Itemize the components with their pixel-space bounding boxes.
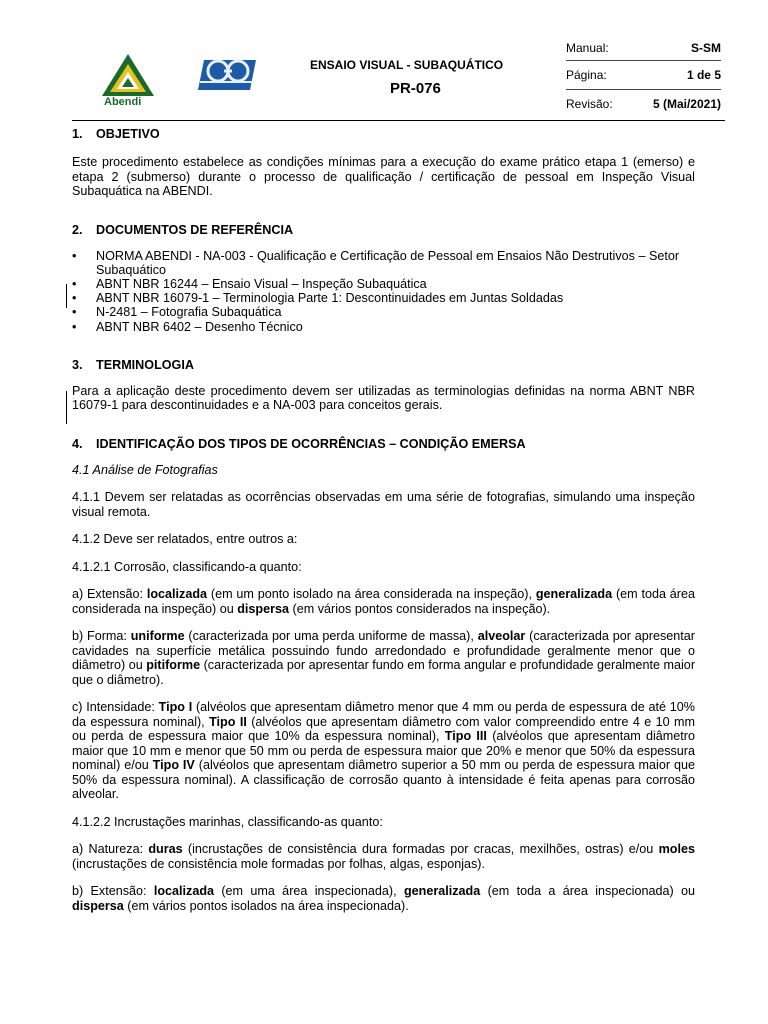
section-title: OBJETIVO: [96, 127, 160, 141]
incrustation-nature-item: a) Natureza: duras (incrustações de consistência dura formadas por cracas, mexilhões, ostras) e/ou moles (incrustações de consistência mole formadas por folhas, algas, esponjas).: [72, 842, 695, 871]
header-bottom-rule: [72, 120, 725, 121]
document-body: [72, 127, 695, 913]
paragraph-4-1-2-1: 4.1.2.1 Corrosão, classificando-a quanto:: [72, 559, 302, 574]
reference-item: • ABNT NBR 6402 – Desenho Técnico: [72, 320, 695, 334]
paragraph-4-1-1: 4.1.1 Devem ser relatadas as ocorrências observadas em uma série de fotografias, simulando uma inspeção visual remota.: [72, 490, 695, 519]
section-2-heading: [72, 223, 695, 237]
section-3-heading: [72, 358, 695, 372]
document-title: ENSAIO VISUAL - SUBAQUÁTICO: [310, 58, 504, 72]
abendi-logo: [100, 52, 156, 112]
section-number: 1.: [72, 127, 83, 141]
revision-label: Revisão:: [566, 97, 613, 111]
section-title: TERMINOLOGIA: [96, 357, 194, 372]
revision-value: 5 (Mai/2021): [652, 97, 721, 111]
page-label: Página:: [566, 68, 607, 82]
section-number: 3.: [72, 357, 83, 372]
corrosion-intensity-item: c) Intensidade: Tipo I (alvéolos que apresentam diâmetro menor que 4 mm ou perda de espessura de até 10% da espessura nominal), Tipo II (alvéolos que apresentam diâmetro com valor compreendido entre 4 e 10 mm ou perda de espessura maior que 10% da espessura nominal), Tipo III (alvéolos que apresentam diâmetro maior que 10 mm e menor que 50 mm ou perda de espessura maior que 20% e menor que 50% da espessura nominal) e/ou Tipo IV (alvéolos que apresentam diâmetro superior a 50 mm ou perda de espessura maior que 50% da espessura nominal). A classificação de corrosão quanto à intensidade é feita apenas para corrosão alveolar.: [72, 700, 695, 802]
meta-divider: [566, 89, 721, 90]
paragraph-4-1-2: 4.1.2 Deve ser relatados, entre outros a:: [72, 532, 298, 547]
reference-item: • ABNT NBR 16079-1 – Terminologia Parte 1: Descontinuidades em Juntas Soldadas: [72, 291, 695, 305]
section-4-heading: [72, 437, 695, 451]
section-3-text: Para a aplicação deste procedimento devem ser utilizadas as terminologias definidas na norma ABNT NBR 16079-1 para descontinuidades e a NA-003 para conceitos gerais.: [72, 383, 695, 413]
section-number: 4.: [72, 436, 83, 451]
document-header: [72, 36, 725, 124]
section-1-heading: [72, 127, 695, 141]
subsection-4-1-heading: 4.1 Análise de Fotografias: [72, 462, 218, 477]
paragraph-4-1-2-2: 4.1.2.2 Incrustações marinhas, classificando-as quanto:: [72, 814, 383, 829]
reference-list: [72, 249, 695, 334]
incrustation-extent-item: b) Extensão: localizada (em uma área inspecionada), generalizada (em toda a área inspecionada) ou dispersa (em vários pontos isolados na área inspecionada).: [72, 884, 695, 913]
manual-value: S-SM: [691, 41, 721, 55]
document-code: PR-076: [390, 80, 441, 97]
reference-item: • NORMA ABENDI - NA-003 - Qualificação e Certificação de Pessoal em Ensaios Não Destrutivos – Setor Subaquático: [72, 249, 695, 277]
section-1-text: Este procedimento estabelece as condições mínimas para a execução do exame prático etapa 1 (emerso) e etapa 2 (submerso) durante o processo de qualificação / certificação de pessoal em Inspeção Visual Subaquática na ABENDI.: [72, 155, 695, 198]
change-bar: [66, 284, 67, 308]
corrosion-form-item: b) Forma: uniforme (caracterizada por uma perda uniforme de massa), alveolar (caracterizada por apresentar cavidades na superfície metálica possuindo fundo arredondado e profundidade geralmente menor que o diâmetro) ou pitiforme (caracterizada por apresentar fundo em forma angular e profundidade geralmente maior que o diâmetro).: [72, 629, 696, 687]
section-title: IDENTIFICAÇÃO DOS TIPOS DE OCORRÊNCIAS – CONDIÇÃO EMERSA: [96, 436, 526, 451]
abendi-logo-text: Abendi: [104, 96, 142, 108]
reference-item: • ABNT NBR 16244 – Ensaio Visual – Inspeção Subaquática: [72, 277, 695, 291]
meta-divider: [566, 60, 721, 61]
gq-logo: [194, 54, 260, 92]
change-bar: [66, 391, 67, 424]
section-number: 2.: [72, 222, 83, 237]
section-title: DOCUMENTOS DE REFERÊNCIA: [96, 222, 294, 237]
reference-item: • N-2481 – Fotografia Subaquática: [72, 305, 695, 319]
manual-label: Manual:: [566, 41, 609, 55]
page-value: 1 de 5: [686, 68, 721, 82]
corrosion-extent-item: a) Extensão: localizada (em um ponto isolado na área considerada na inspeção), generalizada (em toda área considerada na inspeção) ou dispersa (em vários pontos considerados na inspeção).: [72, 587, 695, 616]
